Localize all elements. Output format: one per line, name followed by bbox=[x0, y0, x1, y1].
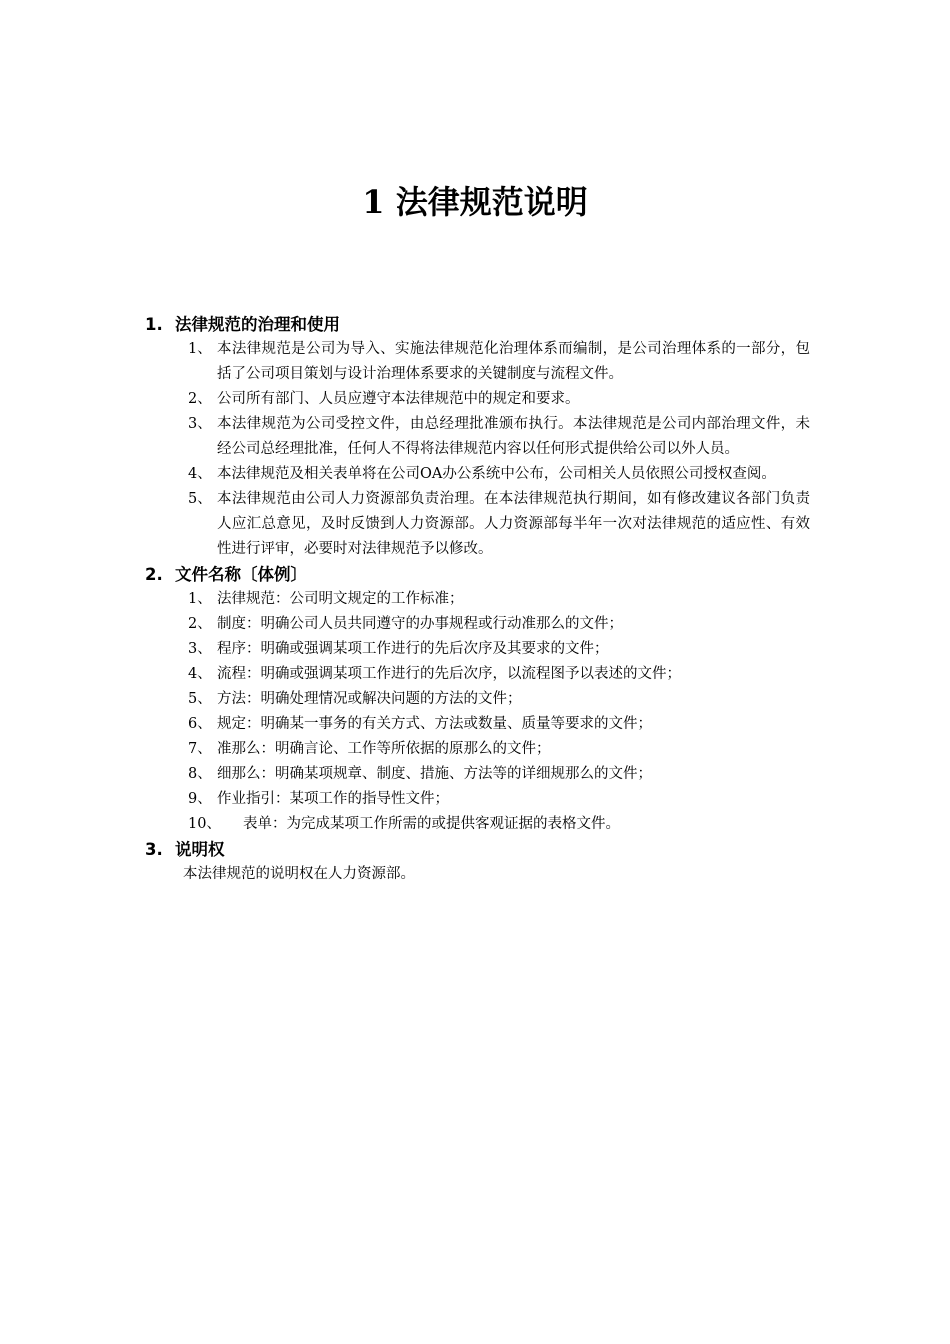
item-number: 3、 bbox=[188, 416, 212, 432]
section-heading bbox=[145, 562, 810, 587]
item-number: 1、 bbox=[188, 591, 212, 607]
section-title: 法律规范的治理和使用 bbox=[175, 315, 340, 334]
item-text: 公司所有部门、人员应遵守本法律规范中的规定和要求。 bbox=[217, 391, 580, 407]
item-text: 流程：明确或强调某项工作进行的先后次序，以流程图予以表述的文件； bbox=[217, 666, 681, 682]
section-heading bbox=[145, 837, 810, 862]
list-item bbox=[188, 462, 810, 487]
document-title: 1 法律规范说明 bbox=[362, 183, 588, 221]
item-number: 5、 bbox=[188, 691, 212, 707]
list-item bbox=[188, 337, 810, 387]
item-number: 7、 bbox=[188, 741, 212, 757]
list-item bbox=[188, 737, 810, 762]
list-item bbox=[188, 637, 810, 662]
section-heading bbox=[145, 312, 810, 337]
section-title: 说明权 bbox=[175, 840, 225, 859]
item-text: 作业指引：某项工作的指导性文件； bbox=[217, 791, 449, 807]
item-number: 9、 bbox=[188, 791, 212, 807]
list-item bbox=[188, 662, 810, 687]
section-number: 1. bbox=[145, 315, 163, 334]
item-text: 本法律规范是公司为导入、实施法律规范化治理体系而编制，是公司治理体系的一部分，包括了公司项目策划与设计治理体系要求的关键制度与流程文件。 bbox=[217, 341, 810, 382]
list-item bbox=[188, 712, 810, 737]
list-item bbox=[188, 587, 810, 612]
list-item bbox=[188, 812, 810, 837]
item-number: 3、 bbox=[188, 641, 212, 657]
item-number: 1、 bbox=[188, 341, 212, 357]
section-document-types bbox=[145, 562, 810, 837]
item-number: 6、 bbox=[188, 716, 212, 732]
list-item bbox=[188, 687, 810, 712]
item-text: 细那么：明确某项规章、制度、措施、方法等的详细规那么的文件； bbox=[217, 766, 652, 782]
item-number: 10、 bbox=[188, 816, 221, 832]
list-item bbox=[188, 487, 810, 562]
item-text: 制度：明确公司人员共同遵守的办事规程或行动准那么的文件； bbox=[217, 616, 623, 632]
section-number: 3. bbox=[145, 840, 163, 859]
document-body bbox=[145, 312, 810, 887]
item-text: 准那么：明确言论、工作等所依据的原那么的文件； bbox=[217, 741, 551, 757]
item-text: 法律规范：公司明文规定的工作标准； bbox=[217, 591, 464, 607]
section-paragraph: 本法律规范的说明权在人力资源部。 bbox=[183, 866, 415, 882]
item-text: 方法：明确处理情况或解决问题的方法的文件； bbox=[217, 691, 522, 707]
section-item-list bbox=[145, 337, 810, 562]
item-number: 4、 bbox=[188, 466, 212, 482]
list-item bbox=[188, 762, 810, 787]
item-number: 2、 bbox=[188, 391, 212, 407]
item-text: 本法律规范为公司受控文件，由总经理批准颁布执行。本法律规范是公司内部治理文件，未经公司总经理批准，任何人不得将法律规范内容以任何形式提供给公司以外人员。 bbox=[217, 416, 810, 457]
list-item bbox=[188, 387, 810, 412]
item-text: 程序：明确或强调某项工作进行的先后次序及其要求的文件； bbox=[217, 641, 609, 657]
list-item bbox=[188, 612, 810, 637]
section-governance bbox=[145, 312, 810, 562]
item-text: 规定：明确某一事务的有关方式、方法或数量、质量等要求的文件； bbox=[217, 716, 652, 732]
item-text: 本法律规范及相关表单将在公司OA办公系统中公布，公司相关人员依照公司授权查阅。 bbox=[217, 466, 776, 482]
item-text: 表单：为完成某项工作所需的或提供客观证据的表格文件。 bbox=[243, 816, 620, 832]
section-interpretation bbox=[145, 837, 810, 887]
section-number: 2. bbox=[145, 565, 163, 584]
item-number: 8、 bbox=[188, 766, 212, 782]
item-text: 本法律规范由公司人力资源部负责治理。在本法律规范执行期间，如有修改建议各部门负责人应汇总意见，及时反馈到人力资源部。人力资源部每半年一次对法律规范的适应性、有效性进行评审，必要时对法律规范予以修改。 bbox=[217, 491, 810, 557]
item-number: 5、 bbox=[188, 491, 212, 507]
list-item bbox=[188, 412, 810, 462]
item-number: 4、 bbox=[188, 666, 212, 682]
item-number: 2、 bbox=[188, 616, 212, 632]
section-title: 文件名称〔体例〕 bbox=[175, 565, 307, 584]
section-item-list bbox=[145, 587, 810, 837]
list-item bbox=[188, 787, 810, 812]
